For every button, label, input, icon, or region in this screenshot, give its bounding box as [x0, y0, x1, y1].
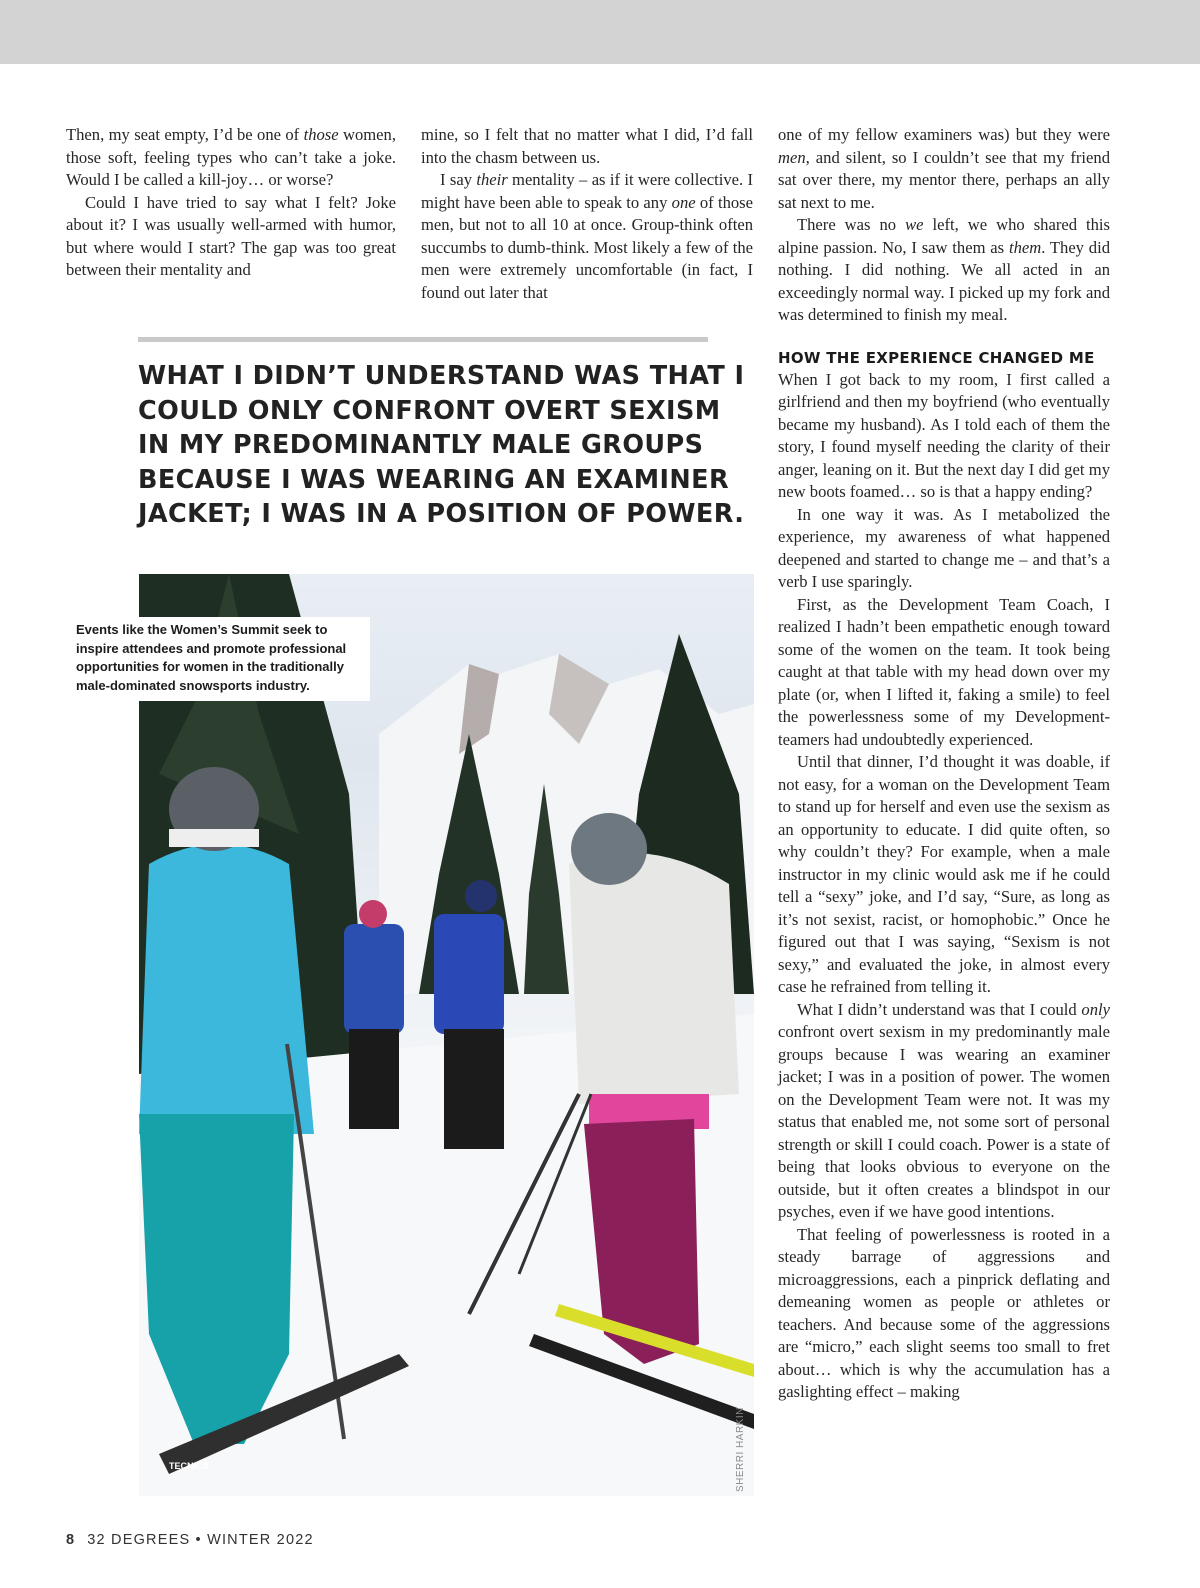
paragraph: I say their mentality – as if it were collective. I might have been able to speak to any one of those men, but not to all 10 at once. Group-think often succumbs to dumb-think. Most likely a few of the men were extremely uncomfortable (in fact, I found out later that [421, 170, 753, 302]
paragraph: Then, my seat empty, I’d be one of those women, those soft, feeling types who can’t take a joke. Would I be called a kill-joy… or worse? [66, 125, 396, 189]
ski-group-photo [139, 574, 754, 1496]
paragraph: Until that dinner, I’d thought it was doable, if not easy, for a woman on the Development Team to stand up for herself and even use the sexism as an opportunity to educate. I did quite often, so why couldn’t they? For example, when a male instructor in my clinic would ask me if he could tell a “sexy” joke, and I’d say, “Sure, as long as it’s not sexist, racist, or homophobic.” Once he figured out that I was saying, “Sexism is not sexy,” and evaluated the joke, in almost every case he refrained from telling it. [778, 752, 1110, 996]
skier-teal-jacket [139, 844, 314, 1134]
text-column-2 [421, 124, 753, 304]
headband [169, 829, 259, 847]
top-banner [0, 0, 1200, 64]
pullquote: WHAT I DIDN’T UNDERSTAND WAS THAT I COULD ONLY CONFRONT OVERT SEXISM IN MY PREDOMINANTLY MALE GROUPS BECAUSE I WAS WEARING AN EXAMINER JACKET; I WAS IN A POSITION OF POWER. [138, 361, 745, 529]
photo-caption: Events like the Women’s Summit seek to inspire attendees and promote professional opportunities for women in the traditionally male-dominated snowsports industry. [66, 617, 370, 701]
ski-brand-text: TECNICA [169, 1461, 209, 1471]
helmet [465, 880, 497, 912]
instructor-jacket [434, 914, 504, 1034]
paragraph: Could I have tried to say what I felt? Joke about it? I was usually well-armed with humor, but where would I start? The gap was too great between their mentality and [66, 192, 396, 279]
paragraph: That feeling of powerlessness is rooted in a steady barrage of aggressions and microaggressions, each a pinprick deflating and demeaning women as people or athletes or teachers. And because some of the aggressions are “micro,” each slight seems too small to fret about… which is why the accumulation has a gaslighting effect – making [778, 1224, 1110, 1401]
skier-white-jacket [569, 853, 739, 1104]
instructor-jacket [344, 924, 404, 1034]
page-footer [66, 1532, 314, 1548]
paragraph: When I got back to my room, I first called a girlfriend and then my boyfriend (who eventually became my husband). As I told each of them the story, I found myself needing the clarity of their anger, leaning on it. But the next day I did get my new boots foamed… so is that a happy ending? [778, 369, 1110, 501]
text-column-3 [778, 124, 1110, 1404]
section-heading: HOW THE EXPERIENCE CHANGED ME [778, 348, 1095, 367]
paragraph: one of my fellow examiners was) but they were men, and silent, so I couldn’t see that my friend sat over there, my mentor there, perhaps an ally sat next to me. [778, 125, 1110, 212]
photo-illustration [139, 574, 754, 1496]
paragraph: First, as the Development Team Coach, I realized I hadn’t been empathetic enough toward some of the women on the team. It took being caught at that table with my head down over my plate (or, when I lifted it, faking a smile) to feel the powerlessness some of my Development-teamers had undoubtedly experienced. [778, 594, 1110, 749]
paragraph: There was no we left, we who shared this alpine passion. No, I saw them as them. They did nothing. I did nothing. We all acted in an exceedingly normal way. I picked up my fork and was determined to finish my meal. [778, 215, 1110, 324]
paragraph: mine, so I felt that no matter what I did, I’d fall into the chasm between us. [421, 125, 753, 167]
paragraph: What I didn’t understand was that I could only confront overt sexism in my predominantly male groups because I was wearing an examiner jacket; I was in a position of power. The women on the Development Team were not. It was my status that enabled me, not some sort of personal strength or skill I could coach. Power is a state of being that looks obvious to everyone on the outside, but it often creates a blindspot in our psyches, even if we have good intentions. [778, 999, 1110, 1221]
ski-pants [349, 1029, 399, 1129]
publication-name: 32 DEGREES • WINTER 2022 [87, 1532, 314, 1548]
pullquote-rule [138, 337, 708, 342]
helmet [571, 813, 647, 885]
paragraph: In one way it was. As I metabolized the experience, my awareness of what happened deepened and started to change me – and that’s a verb I use sparingly. [778, 504, 1110, 591]
helmet [359, 900, 387, 928]
page-number: 8 [66, 1532, 76, 1548]
text-column-1 [66, 124, 396, 282]
photo-credit: SHERRI HARKIN [735, 1407, 746, 1492]
ski-pants [444, 1029, 504, 1149]
